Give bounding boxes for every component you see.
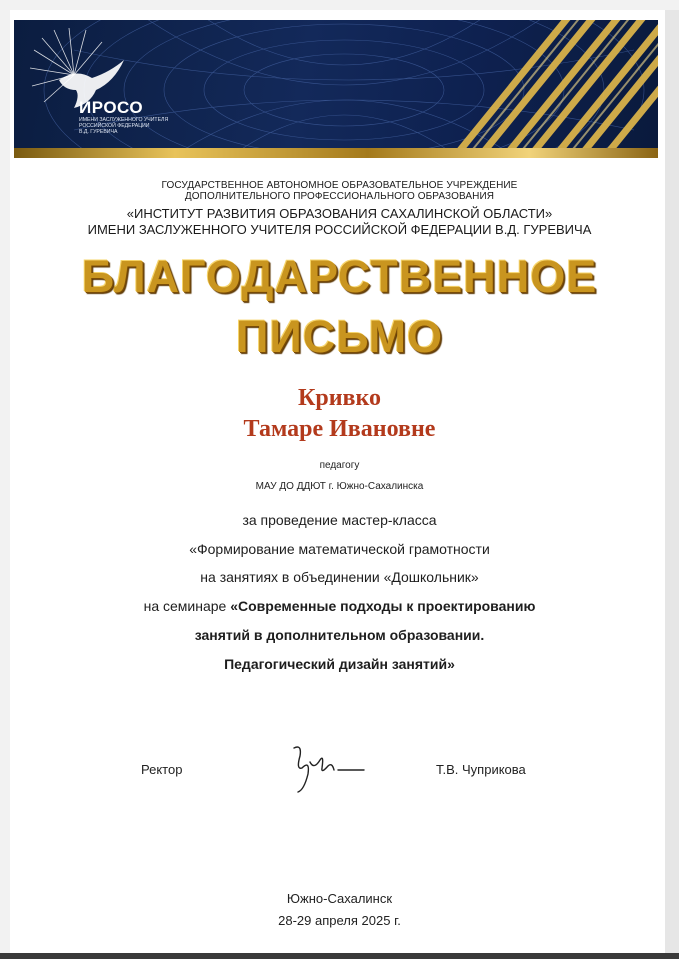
logo-subtitle-line: В.Д. ГУРЕВИЧА: [79, 129, 118, 135]
footer-date: 28-29 апреля 2025 г.: [278, 913, 401, 928]
body-line-4-prefix: на семинаре: [143, 598, 231, 614]
scan-edge-bottom: [0, 953, 679, 959]
institution-line-2: ДОПОЛНИТЕЛЬНОГО ПРОФЕССИОНАЛЬНОГО ОБРАЗОВАНИЯ: [184, 191, 495, 202]
recipient-position: педагогу: [319, 460, 360, 471]
recipient-organization: МАУ ДО ДДЮТ г. Южно-Сахалинска: [255, 481, 424, 492]
institution-name: [0, 206, 679, 238]
institution-line-4: ИМЕНИ ЗАСЛУЖЕННОГО УЧИТЕЛЯ РОССИЙСКОЙ ФЕДЕРАЦИИ В.Д. ГУРЕВИЧА: [87, 222, 592, 237]
body-line-3: на занятиях в объединении «Дошкольник»: [200, 569, 479, 585]
institution-line-3: «ИНСТИТУТ РАЗВИТИЯ ОБРАЗОВАНИЯ САХАЛИНСКОЙ ОБЛАСТИ»: [126, 206, 553, 221]
banner-pattern: [14, 20, 658, 158]
signer-name: Т.В. Чуприкова: [436, 762, 526, 777]
header-banner: [14, 20, 658, 158]
logo-wordmark: ИРОСО: [79, 98, 144, 117]
body-line-4: [0, 598, 679, 614]
logo-subtitle: [79, 117, 199, 135]
institution-type: [0, 180, 679, 202]
signature-role: Ректор: [141, 762, 183, 777]
body-line-2: «Формирование математической грамотности: [189, 541, 490, 557]
seminar-title-start: «Современные подходы к проектированию: [230, 598, 536, 614]
institution-line-1: ГОСУДАРСТВЕННОЕ АВТОНОМНОЕ ОБРАЗОВАТЕЛЬНОЕ УЧРЕЖДЕНИЕ: [161, 180, 518, 191]
logo-subtitle-line: РОССИЙСКОЙ ФЕДЕРАЦИИ: [79, 123, 150, 129]
logo-subtitle-line: ИМЕНИ ЗАСЛУЖЕННОГО УЧИТЕЛЯ: [79, 117, 169, 123]
body-line-5: занятий в дополнительном образовании.: [194, 627, 485, 643]
handwritten-signature: [288, 740, 368, 796]
document-title-line-1: БЛАГОДАРСТВЕННОЕ: [81, 251, 598, 302]
recipient-surname: Кривко: [297, 385, 382, 411]
body-line-1: за проведение мастер-класса: [242, 512, 437, 528]
document-title-line-2: ПИСЬМО: [236, 311, 443, 362]
recipient-name: Тамаре Ивановне: [243, 416, 436, 442]
footer-city: Южно-Сахалинск: [286, 891, 393, 906]
body-line-6: Педагогический дизайн занятий»: [224, 656, 455, 672]
banner-gold-strip: [14, 148, 658, 158]
